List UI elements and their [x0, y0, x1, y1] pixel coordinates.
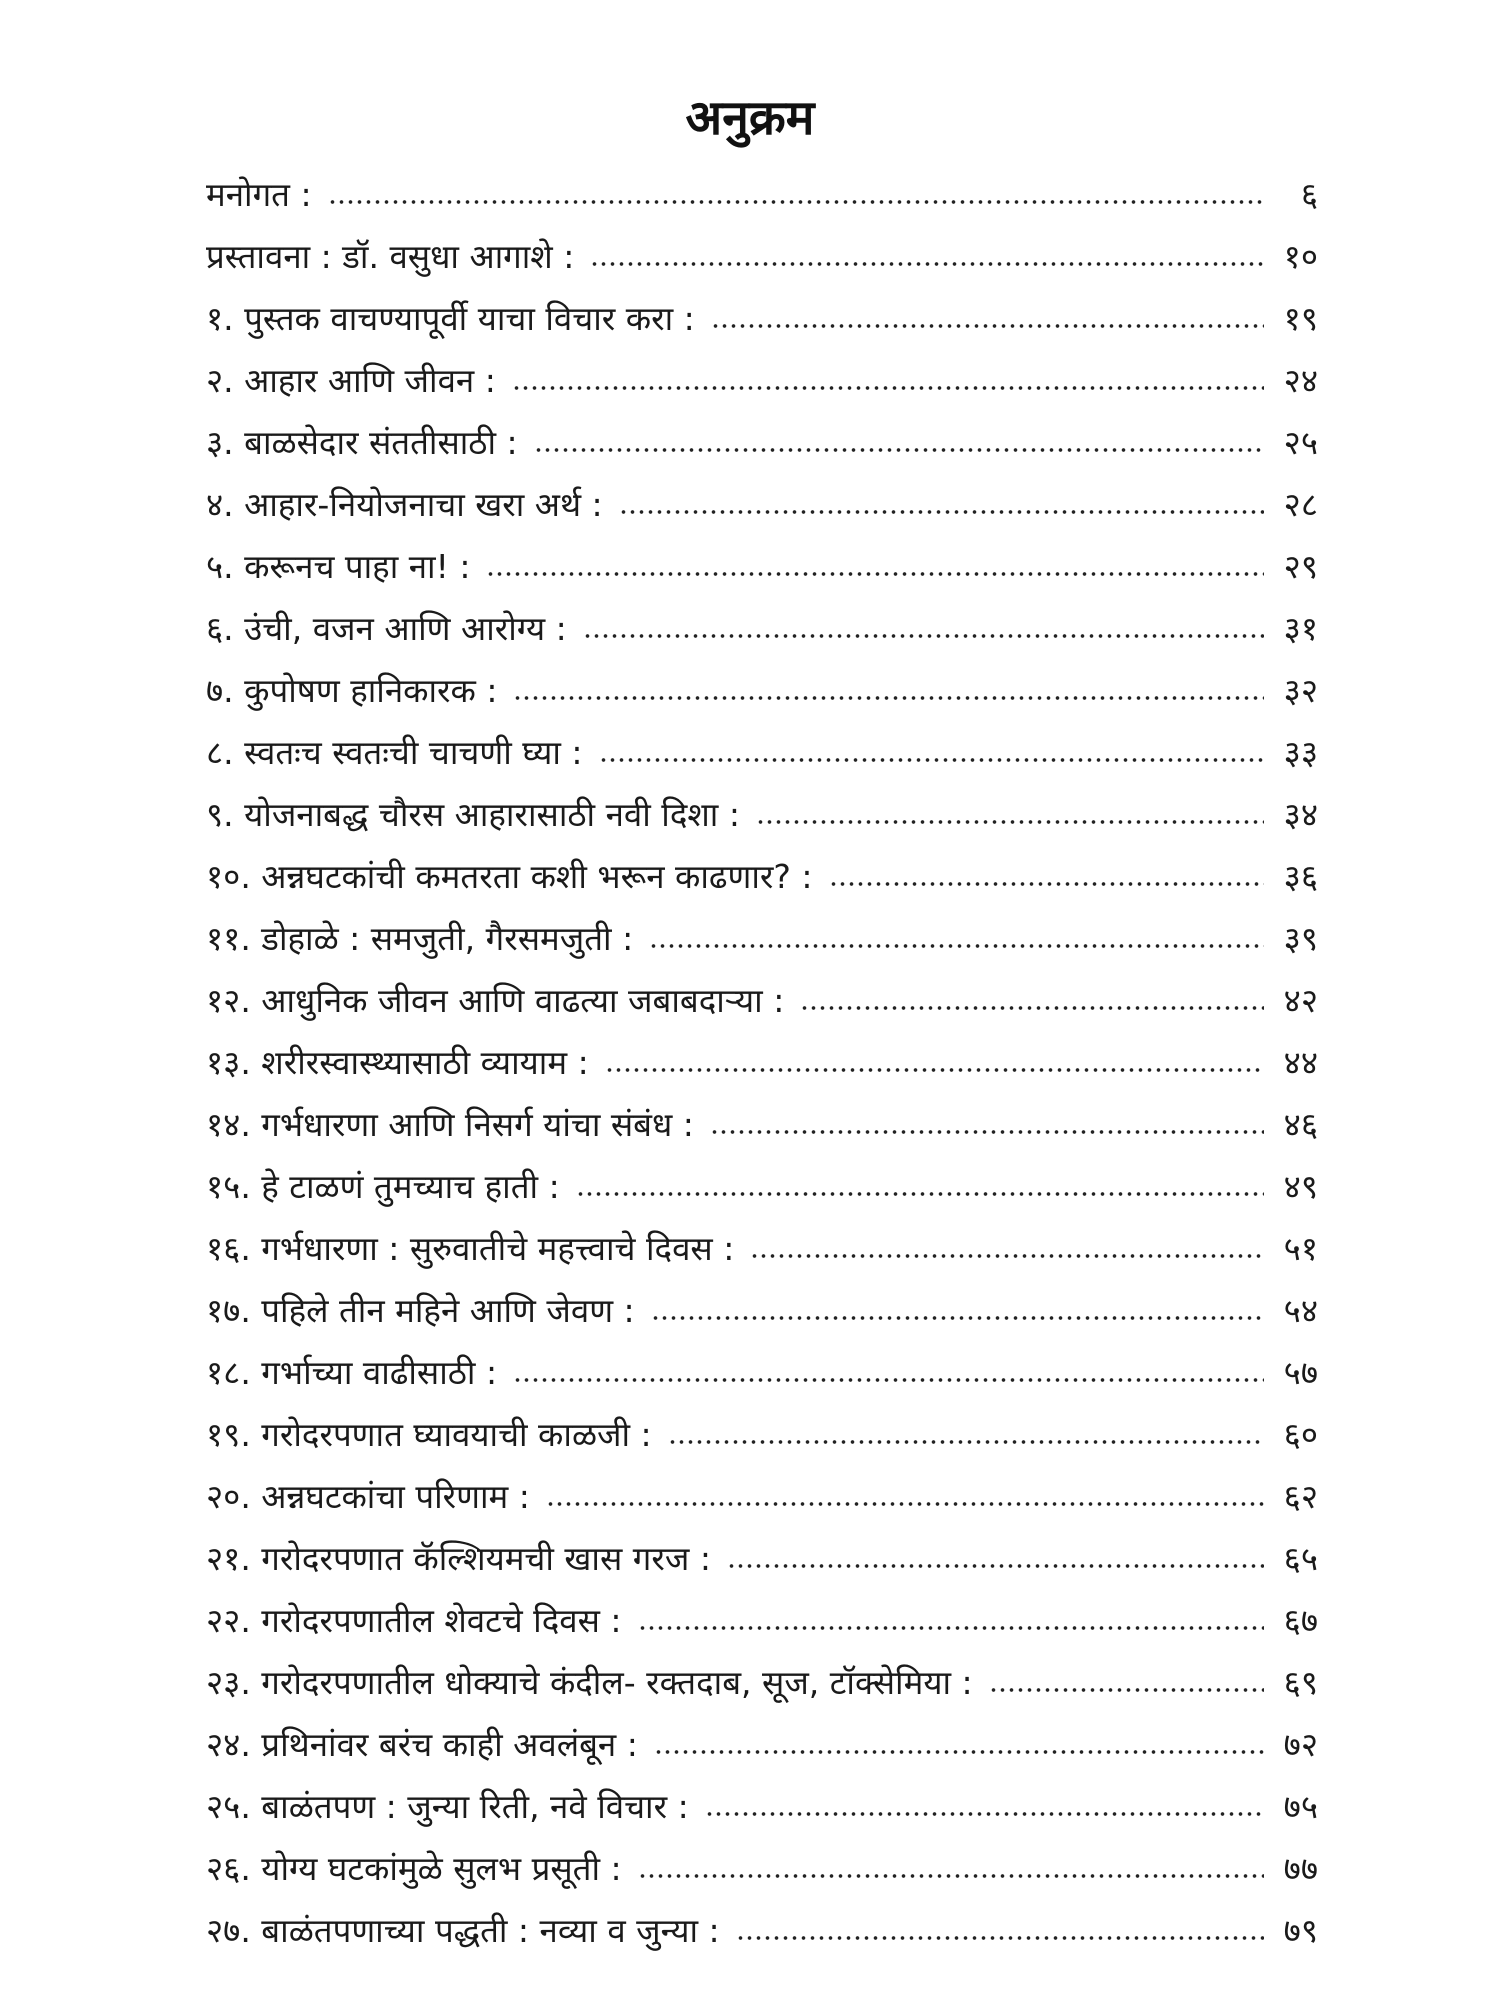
- dot-leader: [590, 262, 1264, 266]
- toc-entry-label: १४. गर्भधारणा आणि निसर्ग यांचा संबंध :: [206, 1105, 694, 1144]
- toc-page-number: ५४: [1283, 1291, 1318, 1330]
- toc-entry-label: ५. करूनच पाहा ना! :: [206, 547, 471, 586]
- toc-page-number: ३२: [1283, 671, 1318, 710]
- toc-entry: [206, 722, 1318, 784]
- toc-entry-label: १७. पहिले तीन महिने आणि जेवण :: [206, 1291, 635, 1330]
- toc-entry: [206, 1094, 1318, 1156]
- toc-entry: [206, 1590, 1318, 1652]
- dot-leader: [989, 1688, 1264, 1692]
- toc-page-number: ६९: [1283, 1663, 1318, 1702]
- dot-leader: [486, 572, 1264, 576]
- toc-entry: [206, 350, 1318, 412]
- dot-leader: [638, 1626, 1264, 1630]
- toc-entry: [206, 1652, 1318, 1714]
- dot-leader: [534, 448, 1264, 452]
- toc-entry: [206, 1156, 1318, 1218]
- toc-entry: [206, 1528, 1318, 1590]
- dot-leader: [649, 944, 1264, 948]
- toc-entry: [206, 1900, 1318, 1962]
- dot-leader: [546, 1502, 1264, 1506]
- toc-page-number: ७७: [1283, 1849, 1318, 1888]
- toc-entry-label: प्रस्तावना : डॉ. वसुधा आगाशे :: [206, 237, 575, 276]
- toc-entry-label: १. पुस्तक वाचण्यापूर्वी याचा विचार करा :: [206, 299, 695, 338]
- toc-entry-label: ८. स्वतःच स्वतःची चाचणी घ्या :: [206, 733, 583, 772]
- toc-entry-label: १५. हे टाळणं तुमच्याच हाती :: [206, 1167, 560, 1206]
- toc-entry: [206, 908, 1318, 970]
- toc-entry-label: २. आहार आणि जीवन :: [206, 361, 496, 400]
- page-title: अनुक्रम: [685, 90, 815, 146]
- toc-page-number: ३१: [1283, 609, 1318, 648]
- toc-page-number: १९: [1283, 299, 1318, 338]
- dot-leader: [668, 1440, 1264, 1444]
- dot-leader: [512, 386, 1264, 390]
- toc-entry-label: २५. बाळंतपण : जुन्या रिती, नवे विचार :: [206, 1787, 689, 1826]
- toc-entry-label: १०. अन्नघटकांची कमतरता कशी भरून काढणार? :: [206, 857, 813, 896]
- dot-leader: [711, 324, 1264, 328]
- dot-leader: [710, 1130, 1264, 1134]
- toc-entry-label: १६. गर्भधारणा : सुरुवातीचे महत्त्वाचे दिवस :: [206, 1229, 735, 1268]
- toc-page-number: ७५: [1283, 1787, 1318, 1826]
- toc-entry: [206, 288, 1318, 350]
- dot-leader: [513, 696, 1264, 700]
- dot-leader: [576, 1192, 1264, 1196]
- toc-entry: [206, 1776, 1318, 1838]
- toc-entry: [206, 1280, 1318, 1342]
- toc-entry: [206, 846, 1318, 908]
- toc-page-number: ४४: [1283, 1043, 1318, 1082]
- dot-leader: [513, 1378, 1264, 1382]
- toc-entry: [206, 1404, 1318, 1466]
- toc-entry-label: २४. प्रथिनांवर बरंच काही अवलंबून :: [206, 1725, 638, 1764]
- toc-page-number: ६७: [1283, 1601, 1318, 1640]
- toc-page-number: ३३: [1283, 733, 1318, 772]
- dot-leader: [829, 882, 1264, 886]
- dot-leader: [800, 1006, 1264, 1010]
- toc-entry-label: ४. आहार-नियोजनाचा खरा अर्थ :: [206, 485, 603, 524]
- toc-entry: [206, 970, 1318, 1032]
- toc-entry-label: २६. योग्य घटकांमुळे सुलभ प्रसूती :: [206, 1849, 622, 1888]
- toc-entry-label: १२. आधुनिक जीवन आणि वाढत्या जबाबदाऱ्या :: [206, 981, 785, 1020]
- dot-leader: [599, 758, 1264, 762]
- toc-entry-label: ३. बाळसेदार संततीसाठी :: [206, 423, 518, 462]
- dot-leader: [605, 1068, 1264, 1072]
- toc-page-number: ६२: [1283, 1477, 1318, 1516]
- toc-list: [206, 164, 1318, 1962]
- toc-page-number: ३६: [1283, 857, 1318, 896]
- toc-entry: [206, 1342, 1318, 1404]
- dot-leader: [638, 1874, 1264, 1878]
- toc-page-number: ५१: [1283, 1229, 1318, 1268]
- toc-entry-label: १३. शरीरस्वास्थ्यासाठी व्यायाम :: [206, 1043, 589, 1082]
- dot-leader: [736, 1936, 1264, 1940]
- toc-entry: [206, 226, 1318, 288]
- toc-page-number: ७९: [1283, 1911, 1318, 1950]
- toc-entry-label: ११. डोहाळे : समजुती, गैरसमजुती :: [206, 919, 634, 958]
- toc-page-number: ३९: [1283, 919, 1318, 958]
- toc-entry: [206, 474, 1318, 536]
- dot-leader: [750, 1254, 1264, 1258]
- toc-page-number: ६०: [1283, 1415, 1318, 1454]
- toc-page-number: ५७: [1283, 1353, 1318, 1392]
- toc-page-number: २९: [1283, 547, 1318, 586]
- toc-page-number: २५: [1283, 423, 1318, 462]
- toc-entry-label: १८. गर्भाच्या वाढीसाठी :: [206, 1353, 498, 1392]
- toc-page-number: ४९: [1283, 1167, 1318, 1206]
- toc-entry-label: २७. बाळंतपणाच्या पद्धती : नव्या व जुन्या :: [206, 1911, 720, 1950]
- toc-entry: [206, 412, 1318, 474]
- dot-leader: [619, 510, 1264, 514]
- toc-page-number: ४६: [1283, 1105, 1318, 1144]
- dot-leader: [328, 200, 1264, 204]
- toc-page-number: २४: [1283, 361, 1318, 400]
- toc-page-number: ६: [1300, 175, 1318, 214]
- toc-entry: [206, 1218, 1318, 1280]
- toc-entry-label: १९. गरोदरपणात घ्यावयाची काळजी :: [206, 1415, 652, 1454]
- toc-entry-label: ७. कुपोषण हानिकारक :: [206, 671, 498, 710]
- dot-leader: [705, 1812, 1264, 1816]
- toc-entry-label: २१. गरोदरपणात कॅल्शियमची खास गरज :: [206, 1539, 711, 1578]
- toc-page-number: २८: [1283, 485, 1318, 524]
- toc-entry: [206, 536, 1318, 598]
- dot-leader: [583, 634, 1264, 638]
- toc-entry: [206, 598, 1318, 660]
- toc-entry-label: ९. योजनाबद्ध चौरस आहारासाठी नवी दिशा :: [206, 795, 740, 834]
- toc-page-number: १०: [1283, 237, 1318, 276]
- toc-entry: [206, 1032, 1318, 1094]
- toc-entry: [206, 1714, 1318, 1776]
- toc-entry-label: २२. गरोदरपणातील शेवटचे दिवस :: [206, 1601, 622, 1640]
- toc-page-number: ७२: [1283, 1725, 1318, 1764]
- dot-leader: [654, 1750, 1264, 1754]
- dot-leader: [756, 820, 1264, 824]
- toc-entry-label: २०. अन्नघटकांचा परिणाम :: [206, 1477, 530, 1516]
- toc-page-number: ३४: [1283, 795, 1318, 834]
- dot-leader: [727, 1564, 1264, 1568]
- toc-entry: [206, 784, 1318, 846]
- toc-entry: [206, 1466, 1318, 1528]
- toc-entry-label: मनोगत :: [206, 175, 312, 214]
- dot-leader: [651, 1316, 1264, 1320]
- toc-entry: [206, 1838, 1318, 1900]
- toc-page-number: ६५: [1283, 1539, 1318, 1578]
- toc-page-number: ४२: [1283, 981, 1318, 1020]
- toc-entry-label: ६. उंची, वजन आणि आरोग्य :: [206, 609, 567, 648]
- toc-entry: [206, 660, 1318, 722]
- toc-entry: [206, 164, 1318, 226]
- toc-entry-label: २३. गरोदरपणातील धोक्याचे कंदील- रक्तदाब, सूज, टॉक्सेमिया :: [206, 1663, 973, 1702]
